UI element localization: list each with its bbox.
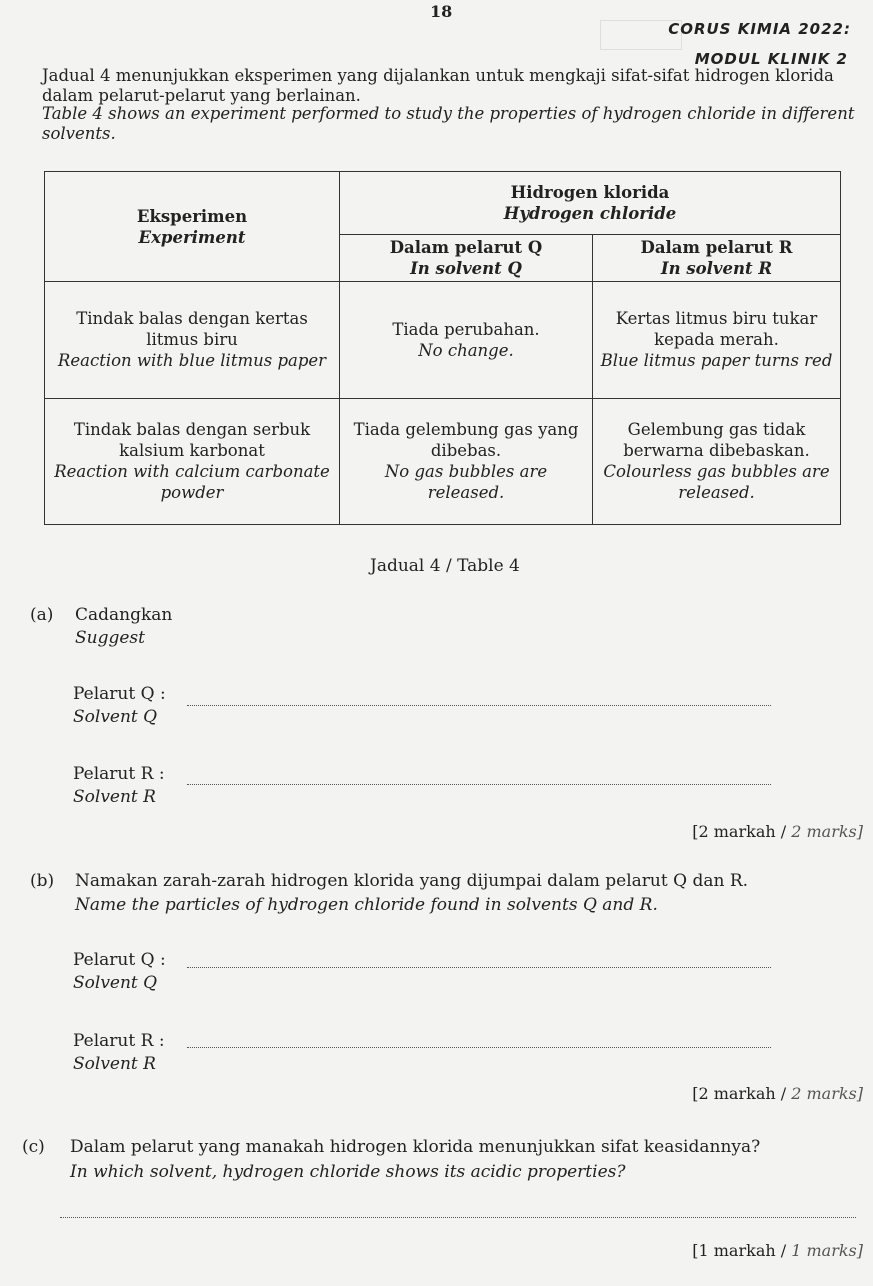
row1-experiment: Tindak balas dengan kertas litmus biru Reaction with blue litmus paper bbox=[45, 282, 340, 398]
qb-solvent-r-answer-line[interactable] bbox=[187, 1047, 771, 1048]
row2-solvent-q: Tiada gelembung gas yang dibebas. No gas bubbles are released. bbox=[340, 398, 593, 524]
header-hydrogen-chloride: Hidrogen klorida Hydrogen chloride bbox=[340, 172, 841, 235]
qb-solvent-r-label: Pelarut R : bbox=[73, 1031, 165, 1051]
table-row bbox=[45, 282, 841, 398]
question-c-label: (c) bbox=[22, 1137, 45, 1157]
question-b-text-my: Namakan zarah-zarah hidrogen klorida yang dijumpai dalam pelarut Q dan R. bbox=[75, 871, 749, 891]
qb-solvent-q-answer-line[interactable] bbox=[187, 967, 771, 968]
question-b-label: (b) bbox=[30, 871, 55, 891]
header-experiment: Eksperimen Experiment bbox=[45, 172, 340, 282]
qa-solvent-r-label-en: Solvent R bbox=[73, 787, 156, 807]
question-c-text-my: Dalam pelarut yang manakah hidrogen klorida menunjukkan sifat keasidannya? bbox=[70, 1137, 761, 1157]
row2-experiment: Tindak balas dengan serbuk kalsium karbonat Reaction with calcium carbonate powder bbox=[45, 398, 340, 524]
header-title: CORUS KIMIA 2022: bbox=[668, 20, 851, 38]
qa-marks: [2 markah / 2 marks] bbox=[692, 822, 863, 841]
question-a-prompt-en: Suggest bbox=[75, 628, 145, 648]
qa-solvent-r-label: Pelarut R : bbox=[73, 764, 165, 784]
question-c-text-en: In which solvent, hydrogen chloride shows its acidic properties? bbox=[70, 1162, 626, 1182]
question-a-label: (a) bbox=[30, 605, 54, 625]
intro-english: Table 4 shows an experiment performed to study the properties of hydrogen chloride in different solvents. bbox=[42, 104, 855, 143]
header-solvent-q: Dalam pelarut Q In solvent Q bbox=[340, 234, 593, 282]
qc-answer-line[interactable] bbox=[60, 1217, 856, 1218]
table-caption: Jadual 4 / Table 4 bbox=[370, 556, 520, 576]
qb-solvent-r-label-en: Solvent R bbox=[73, 1054, 156, 1074]
question-a-prompt-my: Cadangkan bbox=[75, 605, 173, 625]
qb-solvent-q-label: Pelarut Q : bbox=[73, 950, 166, 970]
intro-malay: Jadual 4 menunjukkan eksperimen yang dijalankan untuk mengkaji sifat-sifat hidrogen klorida dalam pelarut-pelarut yang berlainan. bbox=[42, 66, 834, 105]
qa-solvent-q-answer-line[interactable] bbox=[187, 705, 771, 706]
table-4 bbox=[44, 171, 841, 525]
row2-solvent-r: Gelembung gas tidak berwarna dibebaskan. Colourless gas bubbles are released. bbox=[593, 398, 841, 524]
qa-solvent-r-answer-line[interactable] bbox=[187, 784, 771, 785]
qb-solvent-q-label-en: Solvent Q bbox=[73, 973, 158, 993]
page-number: 18 bbox=[430, 2, 453, 21]
qc-marks: [1 markah / 1 marks] bbox=[692, 1241, 863, 1260]
qa-solvent-q-label: Pelarut Q : bbox=[73, 684, 166, 704]
row1-solvent-r: Kertas litmus biru tukar kepada merah. Blue litmus paper turns red bbox=[593, 282, 841, 398]
header-subtitle: MODUL KLINIK 2 bbox=[694, 50, 848, 68]
qb-marks: [2 markah / 2 marks] bbox=[692, 1084, 863, 1103]
header-solvent-r: Dalam pelarut R In solvent R bbox=[593, 234, 841, 282]
table-row bbox=[45, 398, 841, 524]
question-b-text-en: Name the particles of hydrogen chloride found in solvents Q and R. bbox=[75, 895, 658, 915]
row1-solvent-q: Tiada perubahan. No change. bbox=[340, 282, 593, 398]
qa-solvent-q-label-en: Solvent Q bbox=[73, 707, 158, 727]
